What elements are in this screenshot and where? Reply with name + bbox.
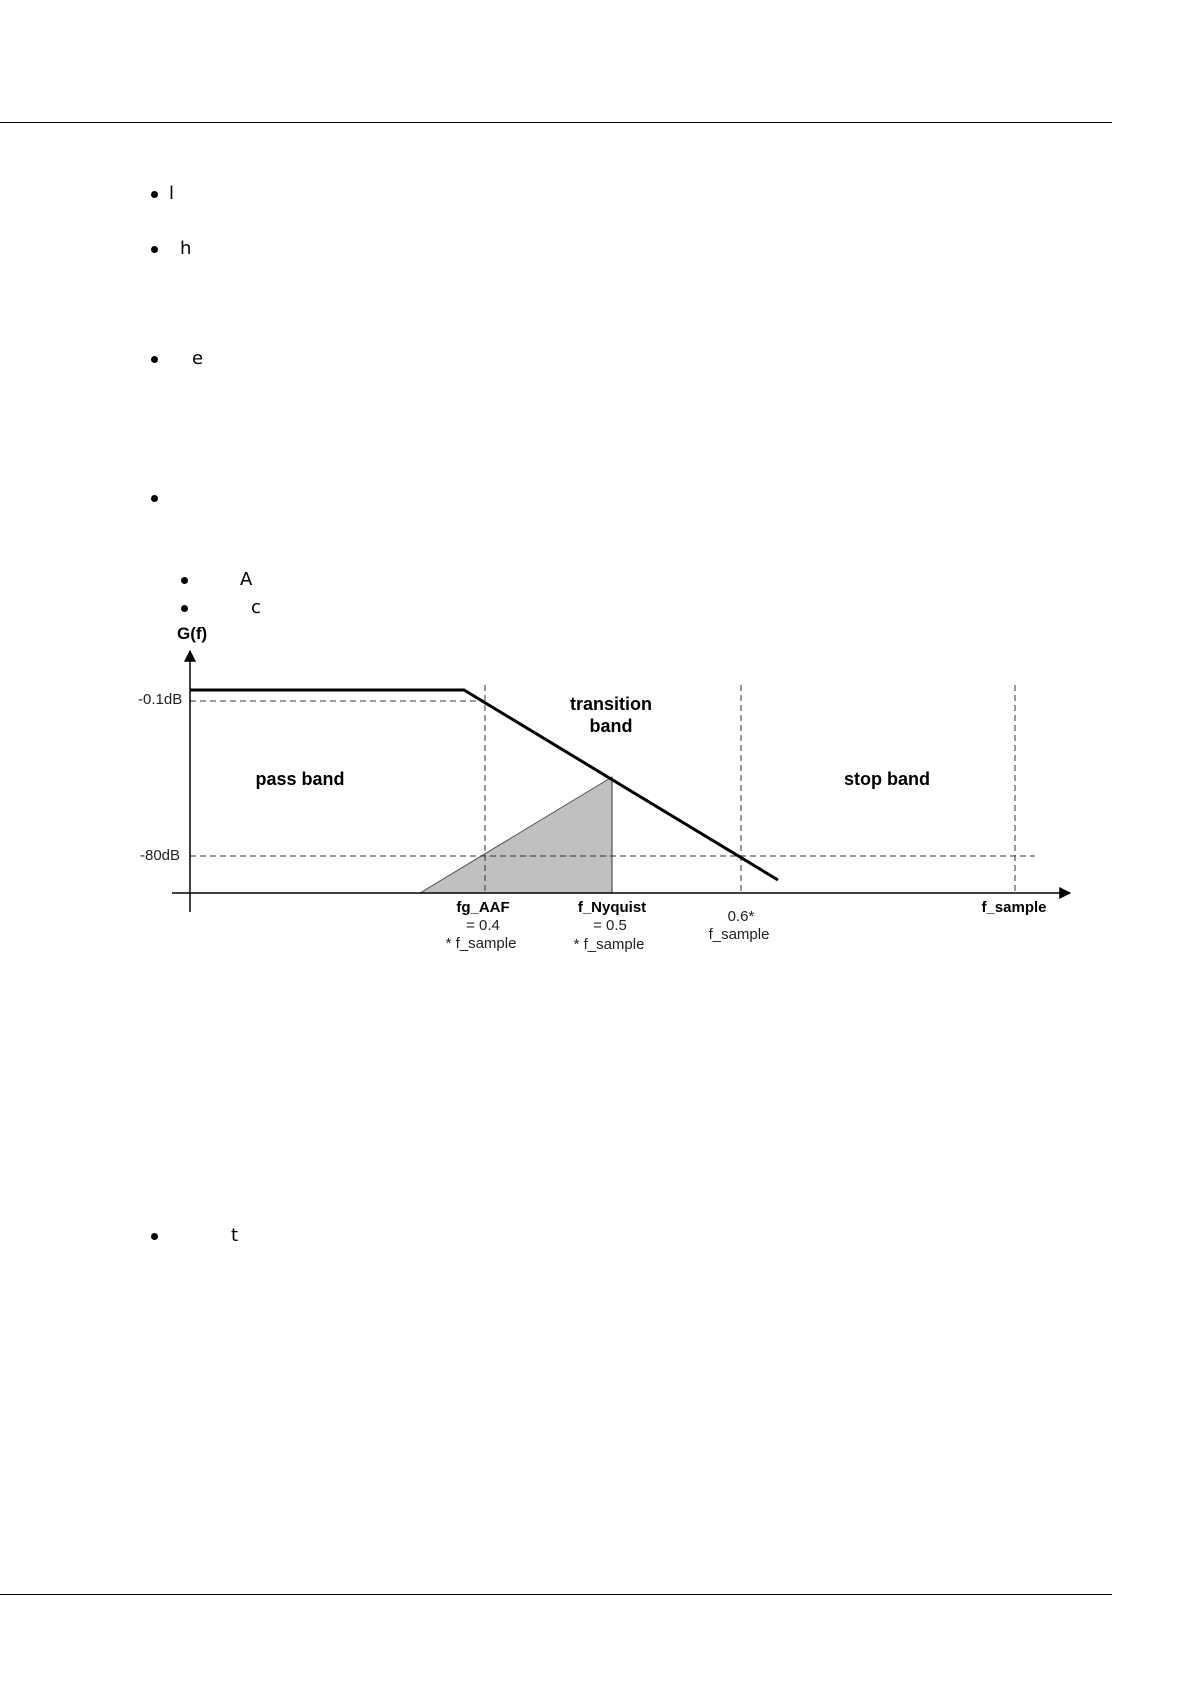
diagram-svg bbox=[120, 615, 1080, 965]
region-transition-label: transition bbox=[569, 694, 653, 714]
bullet-dot bbox=[181, 605, 188, 612]
level-stopband-label: -80dB bbox=[140, 847, 181, 864]
list-item-text: c bbox=[251, 597, 261, 618]
marker-nyquist-unit: * f_sample bbox=[573, 936, 645, 953]
marker-nyquist-name: f_Nyquist bbox=[577, 899, 647, 916]
bullet-dot bbox=[151, 356, 158, 363]
bullet-dot bbox=[151, 246, 158, 253]
list-item-text: A bbox=[240, 569, 253, 590]
region-pass-label: pass band bbox=[255, 769, 345, 789]
list-item-text: h bbox=[180, 238, 192, 259]
marker-fg-aaf-value: = 0.4 bbox=[466, 917, 500, 934]
header-rule bbox=[0, 122, 1112, 123]
marker-06-unit: f_sample bbox=[708, 926, 770, 943]
bullet-dot bbox=[151, 495, 158, 502]
marker-fsample-name: f_sample bbox=[981, 899, 1047, 916]
footer-rule bbox=[0, 1594, 1112, 1595]
list-item-text: t bbox=[231, 1225, 239, 1246]
bullet-dot bbox=[181, 577, 188, 584]
level-passband-label: -0.1dB bbox=[138, 691, 183, 708]
y-axis-label: G(f) bbox=[177, 624, 208, 643]
marker-fg-aaf-name: fg_AAF bbox=[456, 899, 510, 916]
bullet-dot bbox=[151, 191, 158, 198]
region-stop-label: stop band bbox=[844, 769, 930, 789]
marker-nyquist-value: = 0.5 bbox=[593, 917, 627, 934]
bullet-dot bbox=[151, 1233, 158, 1240]
region-transition-label: band bbox=[589, 716, 633, 736]
aliasing-area bbox=[420, 777, 612, 893]
list-item-text: e bbox=[192, 348, 204, 369]
marker-fg-aaf-unit: * f_sample bbox=[445, 935, 517, 952]
list-item-text: l bbox=[169, 183, 175, 204]
filter-response-diagram bbox=[120, 615, 1080, 965]
marker-06-value: 0.6* bbox=[727, 908, 755, 925]
